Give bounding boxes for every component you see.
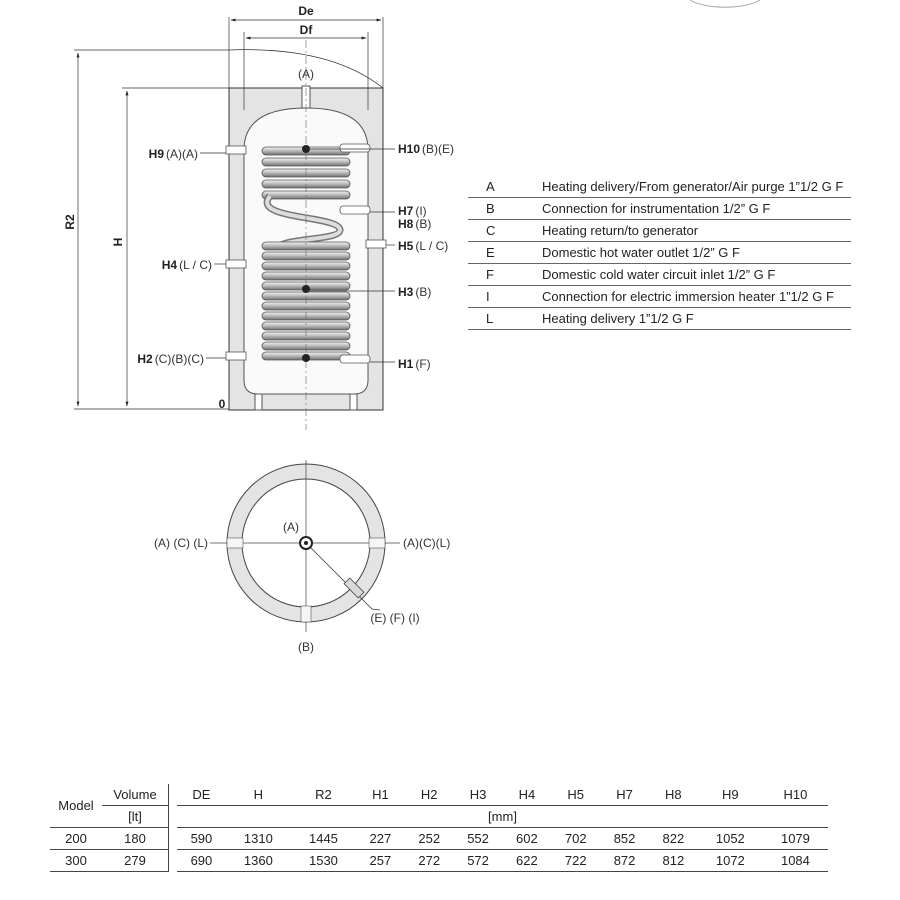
top-view-right-label: (A)(C)(L) [403,536,451,550]
row-model: 300 [50,850,102,872]
col-h3: H3 [469,787,487,802]
row-cell: 590 [177,828,226,850]
label-zero: 0 [218,397,226,411]
label-h4: H4 (L / C) [161,258,212,272]
top-view-bottom-label: (B) [298,640,314,654]
label-h8: H8 (B) [398,217,432,231]
legend-row [468,286,851,308]
row-model: 200 [50,828,102,850]
row-cell: 1360 [226,850,291,872]
label-h7: H7 (I) [398,204,427,218]
label-h9: H9 (A)(A) [148,147,198,161]
label-h5: H5 (L / C) [398,239,449,253]
legend-code: I [468,286,542,308]
row-cell: 227 [356,828,405,850]
row-volume: 180 [102,828,169,850]
front-view [137,40,454,430]
legend-code: B [468,198,542,220]
row-cell: 690 [177,850,226,872]
col-r2: R2 [315,787,332,802]
col-h: H [253,787,264,802]
row-cell: 1310 [226,828,291,850]
legend-row [468,198,851,220]
table-row [50,828,828,850]
model-header: Model [58,798,94,813]
legend-row [468,308,851,330]
legend-text: Domestic hot water outlet 1/2” G F [542,242,851,264]
row-cell: 1445 [291,828,356,850]
row-cell: 852 [600,828,649,850]
row-cell: 602 [502,828,551,850]
top-view-diagonal-label: (E) (F) (I) [370,611,420,625]
foot-left [255,394,262,410]
label-df: Df [299,23,313,37]
legend-code: E [468,242,542,264]
legend-row [468,264,851,286]
specs-unit-row [50,806,828,828]
dimensions-table [50,784,828,872]
volume-header: Volume [102,784,169,806]
legend-row [468,176,851,198]
legend-text: Heating return/to generator [542,220,851,242]
legend-text: Connection for electric immersion heater 1”1/2 G F [542,286,851,308]
col-h2: H2 [420,787,438,802]
label-r2: R2 [63,214,77,230]
legend-text: Domestic cold water circuit inlet 1/2” G F [542,264,851,286]
legend-row [468,242,851,264]
row-cell: 1079 [763,828,828,850]
label-h3: H3 (B) [398,285,432,299]
legend-row [468,220,851,242]
col-de: DE [192,787,211,802]
legend-code: F [468,264,542,286]
col-h4: H4 [518,787,536,802]
row-cell: 572 [454,850,503,872]
table-row [50,850,828,872]
row-cell: 1530 [291,850,356,872]
volume-unit: [lt] [128,809,142,824]
label-h1: H1 (F) [398,357,431,371]
legend-text: Connection for instrumentation 1/2” G F [542,198,851,220]
top-view [154,460,450,654]
row-cell: 722 [551,850,600,872]
foot-right [350,394,357,410]
specs-header-row [50,784,828,806]
row-volume: 279 [102,850,169,872]
row-cell: 1052 [698,828,763,850]
col-h5: H5 [567,787,585,802]
row-cell: 252 [405,828,454,850]
top-view-center-label: (A) [283,520,299,534]
label-h2: H2 (C)(B)(C) [137,352,204,366]
row-cell: 1084 [763,850,828,872]
legend-text: Heating delivery/From generator/Air purge 1”1/2 G F [542,176,851,198]
col-h1: H1 [372,787,389,802]
row-cell: 622 [502,850,551,872]
col-h9: H9 [722,787,739,802]
col-h8: H8 [665,787,682,802]
legend-code: A [468,176,542,198]
legend-text: Heating delivery 1”1/2 G F [542,308,851,330]
legend-code: C [468,220,542,242]
row-cell: 872 [600,850,649,872]
col-h7: H7 [616,787,633,802]
label-de: De [298,4,314,18]
dims-unit: [mm] [177,806,828,828]
row-cell: 272 [405,850,454,872]
connection-legend [468,176,851,330]
legend-code: L [468,308,542,330]
row-cell: 552 [454,828,503,850]
row-cell: 822 [649,828,698,850]
top-connection-label: (A) [298,67,314,81]
label-h10: H10 (B)(E) [398,142,455,156]
row-cell: 1072 [698,850,763,872]
row-cell: 257 [356,850,405,872]
label-h: H [111,237,125,247]
row-cell: 702 [551,828,600,850]
row-cell: 812 [649,850,698,872]
top-view-left-label: (A) (C) (L) [154,536,208,550]
col-h10: H10 [783,787,808,802]
